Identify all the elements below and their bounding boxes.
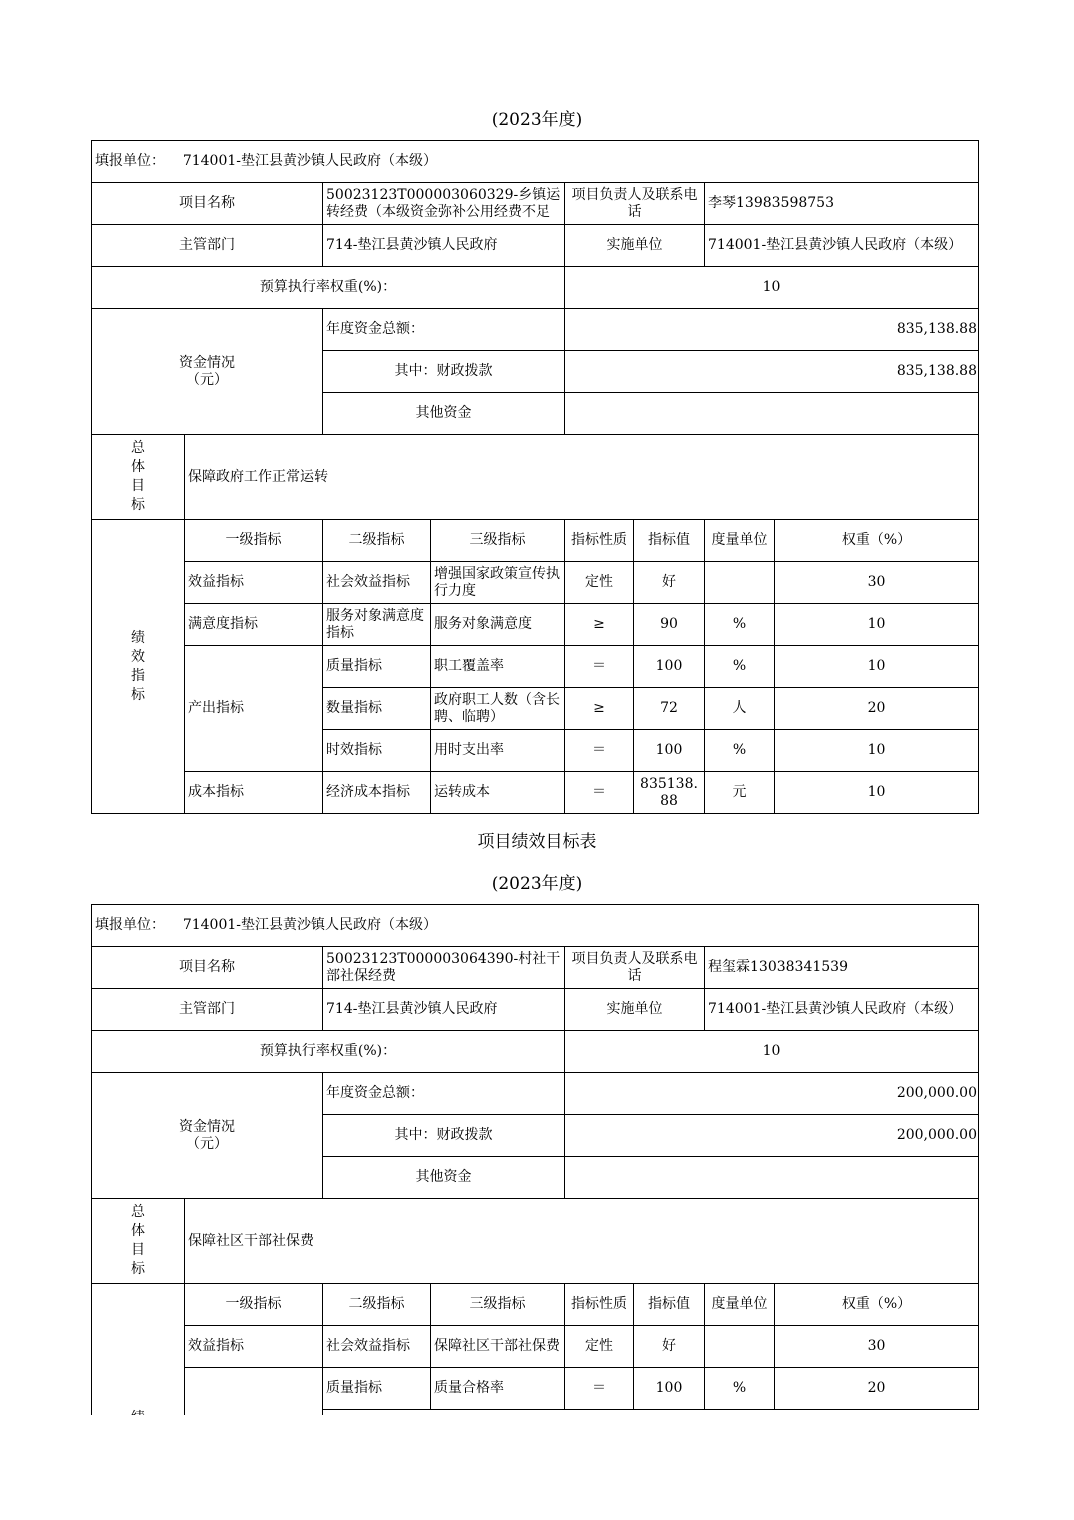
header-weight: 权重（%） <box>775 1284 979 1326</box>
overall-goal-value: 保障社区干部社保费 <box>185 1199 979 1284</box>
level2-cell: 数量指标 <box>323 688 431 730</box>
level3-cell: 保障社区干部社保费 <box>431 1326 565 1368</box>
level1-cell: 满意度指标 <box>185 604 323 646</box>
table-row <box>92 604 979 646</box>
total-funds-label: 年度资金总额： <box>323 309 565 351</box>
table-row <box>92 772 979 814</box>
level3-cell: 运转成本 <box>431 772 565 814</box>
header-unit: 度量单位 <box>705 1284 775 1326</box>
nature-cell: ≥ <box>565 604 634 646</box>
value-cell: 100 <box>634 646 705 688</box>
impl-unit-label: 实施单位 <box>565 989 705 1031</box>
nature-cell: ≥ <box>565 688 634 730</box>
level1-cell: 效益指标 <box>185 1326 323 1368</box>
other-funds-label: 其他资金 <box>323 1157 565 1199</box>
impl-unit-value: 714001-垫江县黄沙镇人民政府（本级） <box>705 989 979 1031</box>
fiscal-funds-label: 其中：财政拨款 <box>323 351 565 393</box>
unit-cell <box>705 1326 775 1368</box>
level1-cell: 产出指标 <box>185 646 323 772</box>
nature-cell: ＝ <box>565 730 634 772</box>
level3-cell: 政府职工人数（含长聘、临聘） <box>431 688 565 730</box>
nature-cell: 定性 <box>565 562 634 604</box>
reporting-unit-row <box>92 141 979 183</box>
table-row <box>92 646 979 688</box>
level3-cell: 增强国家政策宣传执行力度 <box>431 562 565 604</box>
level2-cell: 社会效益指标 <box>323 1326 431 1368</box>
impl-unit-label: 实施单位 <box>565 225 705 267</box>
level1-cell: 成本指标 <box>185 772 323 814</box>
table-row <box>92 562 979 604</box>
project-name-label: 项目名称 <box>92 183 323 225</box>
page-bottom-margin <box>0 1415 1074 1520</box>
total-funds-value: 835,138.88 <box>565 309 979 351</box>
header-level1: 一级指标 <box>185 520 323 562</box>
total-funds-label: 年度资金总额： <box>323 1073 565 1115</box>
level1-cell: 效益指标 <box>185 562 323 604</box>
budget-weight-value: 10 <box>565 267 979 309</box>
overall-goal-label: 总 体 目 标 <box>92 1199 185 1284</box>
table-row <box>92 1326 979 1368</box>
unit-cell: % <box>705 646 775 688</box>
project-name-label: 项目名称 <box>92 947 323 989</box>
reporting-unit-value: 714001-垫江县黄沙镇人民政府（本级） <box>182 917 437 933</box>
header-level2: 二级指标 <box>323 1284 431 1326</box>
budget-weight-label: 预算执行率权重(%)： <box>92 1031 565 1073</box>
header-nature: 指标性质 <box>565 1284 634 1326</box>
weight-cell: 10 <box>775 604 979 646</box>
level2-cell: 经济成本指标 <box>323 772 431 814</box>
value-cell: 100 <box>634 1368 705 1410</box>
weight-cell: 20 <box>775 688 979 730</box>
budget-weight-value: 10 <box>565 1031 979 1073</box>
funds-label: 资金情况 （元） <box>92 309 323 435</box>
header-level1: 一级指标 <box>185 1284 323 1326</box>
budget-weight-label: 预算执行率权重(%)： <box>92 267 565 309</box>
contact-value: 李琴13983598753 <box>705 183 979 225</box>
level2-cell: 质量指标 <box>323 646 431 688</box>
header-level3: 三级指标 <box>431 520 565 562</box>
other-funds-value <box>565 393 979 435</box>
reporting-unit-label: 填报单位： <box>95 917 165 933</box>
funds-label: 资金情况 （元） <box>92 1073 323 1199</box>
value-cell: 好 <box>634 1326 705 1368</box>
project-name-value: 50023123T000003060329-乡镇运转经费（本级资金弥补公用经费不足 <box>326 186 561 220</box>
header-level3: 三级指标 <box>431 1284 565 1326</box>
total-funds-value: 200,000.00 <box>565 1073 979 1115</box>
weight-cell: 10 <box>775 772 979 814</box>
level2-cell: 社会效益指标 <box>323 562 431 604</box>
header-value: 指标值 <box>634 1284 705 1326</box>
reporting-unit-value: 714001-垫江县黄沙镇人民政府（本级） <box>182 153 437 169</box>
overall-goal-value: 保障政府工作正常运转 <box>185 435 979 520</box>
level3-cell: 职工覆盖率 <box>431 646 565 688</box>
level3-cell: 用时支出率 <box>431 730 565 772</box>
fiscal-funds-value: 200,000.00 <box>565 1115 979 1157</box>
value-cell: 好 <box>634 562 705 604</box>
weight-cell: 10 <box>775 730 979 772</box>
year-heading: (2023年度) <box>491 874 583 894</box>
dept-label: 主管部门 <box>92 989 323 1031</box>
header-value: 指标值 <box>634 520 705 562</box>
header-level2: 二级指标 <box>323 520 431 562</box>
project-name-value: 50023123T000003064390-村社干部社保经费 <box>326 950 561 984</box>
header-nature: 指标性质 <box>565 520 634 562</box>
impl-unit-value: 714001-垫江县黄沙镇人民政府（本级） <box>705 225 979 267</box>
value-cell: 835138.88 <box>634 772 705 814</box>
unit-cell: % <box>705 1368 775 1410</box>
nature-cell: ＝ <box>565 646 634 688</box>
reporting-unit-row <box>92 905 979 947</box>
dept-value: 714-垫江县黄沙镇人民政府 <box>323 225 565 267</box>
weight-cell: 20 <box>775 1368 979 1410</box>
fiscal-funds-label: 其中：财政拨款 <box>323 1115 565 1157</box>
value-cell: 72 <box>634 688 705 730</box>
year-heading: (2023年度) <box>491 110 583 130</box>
other-funds-label: 其他资金 <box>323 393 565 435</box>
unit-cell: 元 <box>705 772 775 814</box>
reporting-unit-label: 填报单位： <box>95 153 165 169</box>
weight-cell: 30 <box>775 1326 979 1368</box>
dept-label: 主管部门 <box>92 225 323 267</box>
level2-cell: 质量指标 <box>323 1368 431 1410</box>
weight-cell: 30 <box>775 562 979 604</box>
unit-cell: % <box>705 604 775 646</box>
value-cell: 100 <box>634 730 705 772</box>
nature-cell: ＝ <box>565 1368 634 1410</box>
nature-cell: 定性 <box>565 1326 634 1368</box>
overall-goal-label: 总 体 目 标 <box>92 435 185 520</box>
unit-cell: % <box>705 730 775 772</box>
contact-label: 项目负责人及联系电话 <box>565 183 705 225</box>
nature-cell: ＝ <box>565 772 634 814</box>
unit-cell <box>705 562 775 604</box>
table-row <box>92 1368 979 1410</box>
value-cell: 90 <box>634 604 705 646</box>
fiscal-funds-value: 835,138.88 <box>565 351 979 393</box>
performance-table <box>91 904 979 1452</box>
dept-value: 714-垫江县黄沙镇人民政府 <box>323 989 565 1031</box>
weight-cell: 10 <box>775 646 979 688</box>
level3-cell: 质量合格率 <box>431 1368 565 1410</box>
other-funds-value <box>565 1157 979 1199</box>
level2-cell: 服务对象满意度指标 <box>323 604 431 646</box>
contact-value: 程玺霖13038341539 <box>705 947 979 989</box>
header-unit: 度量单位 <box>705 520 775 562</box>
header-weight: 权重（%） <box>775 520 979 562</box>
level3-cell: 服务对象满意度 <box>431 604 565 646</box>
performance-table <box>91 140 979 814</box>
level2-cell: 时效指标 <box>323 730 431 772</box>
contact-label: 项目负责人及联系电话 <box>565 947 705 989</box>
perf-indicators-label: 绩 效 指 标 <box>92 520 185 814</box>
unit-cell: 人 <box>705 688 775 730</box>
table-title: 项目绩效目标表 <box>477 832 597 852</box>
